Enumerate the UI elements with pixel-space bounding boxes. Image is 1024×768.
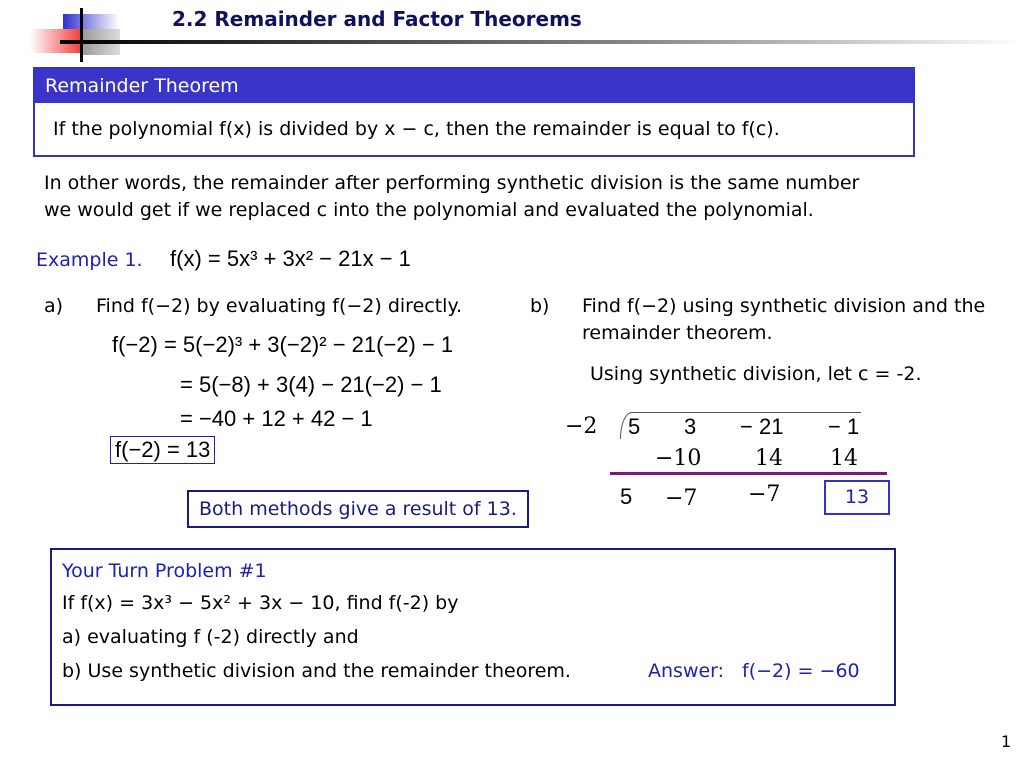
conclusion-box: Both methods give a result of 13. xyxy=(187,490,529,528)
theorem-box xyxy=(33,67,915,157)
example-label: Example 1. xyxy=(36,249,143,271)
part-b-line-2: remainder theorem. xyxy=(582,322,773,344)
part-a-marker: a) xyxy=(44,295,64,317)
part-b-marker: b) xyxy=(530,295,550,317)
intro-line-2: we would get if we replaced c into the polynomial and evaluated the polynomial. xyxy=(44,199,814,221)
coefficient: − 21 xyxy=(740,414,784,439)
your-turn-line-1: If f(x) = 3x³ − 5x² + 3x − 10, find f(-2) by xyxy=(62,592,459,614)
part-a-text: Find f(−2) by evaluating f(−2) directly. xyxy=(96,295,463,317)
example-function: f(x) = 5x³ + 3x² − 21x − 1 xyxy=(170,246,411,271)
answer-label: Answer: xyxy=(648,660,725,682)
part-b-note: Using synthetic division, let c = -2. xyxy=(590,363,922,385)
your-turn-line-2: a) evaluating f (-2) directly and xyxy=(62,626,359,648)
divisor: −2 xyxy=(565,414,598,439)
step-3: = −40 + 12 + 42 − 1 xyxy=(180,406,373,431)
part-a-result: f(−2) = 13 xyxy=(110,436,215,464)
result: 5 xyxy=(620,484,633,509)
slide-title: 2.2 Remainder and Factor Theorems xyxy=(172,7,582,31)
intro-line-1: In other words, the remainder after performing synthetic division is the same number xyxy=(44,172,860,194)
theorem-body: If the polynomial f(x) is divided by x − c, then the remainder is equal to f(c). xyxy=(53,118,780,140)
result: −7 xyxy=(748,482,781,507)
page-number: 1 xyxy=(1001,732,1012,751)
product: 14 xyxy=(830,446,858,471)
coefficient: − 1 xyxy=(828,414,860,439)
sum-line xyxy=(610,472,887,475)
coefficient: 5 xyxy=(628,414,641,439)
step-2: = 5(−8) + 3(4) − 21(−2) − 1 xyxy=(180,372,442,397)
product: 14 xyxy=(755,446,783,471)
remainder-box: 13 xyxy=(824,480,890,515)
coefficient: 3 xyxy=(684,414,697,439)
product: −10 xyxy=(655,446,702,471)
result: −7 xyxy=(665,486,698,511)
your-turn-title: Your Turn Problem #1 xyxy=(62,560,267,582)
your-turn-line-3: b) Use synthetic division and the remainder theorem. xyxy=(62,660,571,682)
answer-value: f(−2) = −60 xyxy=(742,660,860,682)
theorem-heading: Remainder Theorem xyxy=(35,69,913,103)
step-1: f(−2) = 5(−2)³ + 3(−2)² − 21(−2) − 1 xyxy=(112,332,454,357)
part-b-line-1: Find f(−2) using synthetic division and the xyxy=(582,295,986,317)
your-turn-box xyxy=(50,548,896,706)
